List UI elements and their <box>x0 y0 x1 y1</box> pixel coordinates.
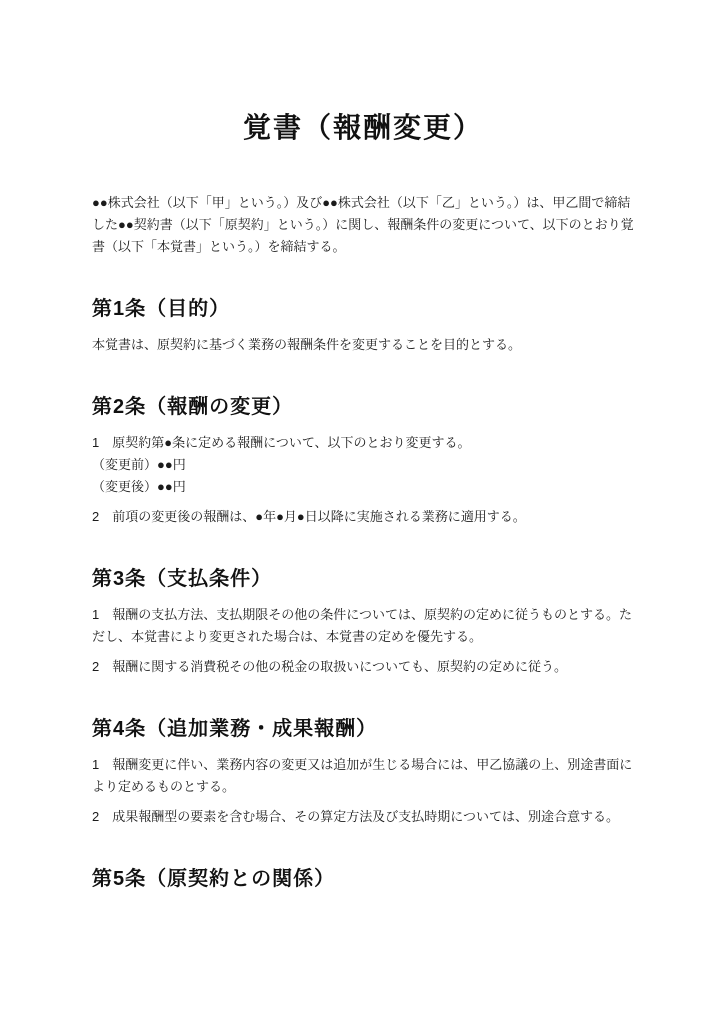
article-section <box>92 294 634 356</box>
paragraph-line: 1 報酬の支払方法、支払期限その他の条件については、原契約の定めに従うものとする。ただし、本覚書により変更された場合は、本覚書の定めを優先する。 <box>92 607 632 644</box>
article-paragraph <box>92 806 634 828</box>
paragraph-line: 2 成果報酬型の要素を含む場合、その算定方法及び支払時期については、別途合意する。 <box>92 809 619 824</box>
paragraph-line: 2 報酬に関する消費税その他の税金の取扱いについても、原契約の定めに従う。 <box>92 659 567 674</box>
paragraph-line: 本覚書は、原契約に基づく業務の報酬条件を変更することを目的とする。 <box>92 337 522 352</box>
article-paragraph <box>92 506 634 528</box>
article-section <box>92 714 634 828</box>
article-paragraph <box>92 656 634 678</box>
article-heading: 第4条（追加業務・成果報酬） <box>92 718 378 740</box>
article-paragraph <box>92 432 634 498</box>
sections-container <box>92 294 634 894</box>
article-heading: 第5条（原契約との関係） <box>92 868 336 890</box>
article-paragraph <box>92 604 634 648</box>
intro-paragraph: ●●株式会社（以下「甲」という。）及び●●株式会社（以下「乙」という。）は、甲乙間で締結した●●契約書（以下「原契約」という。）に関し、報酬条件の変更について、以下のとおり覚書（以下「本覚書」という。）を締結する。 <box>92 195 634 254</box>
article-section <box>92 392 634 528</box>
paragraph-line: 2 前項の変更後の報酬は、●年●月●日以降に実施される業務に適用する。 <box>92 509 526 524</box>
paragraph-line: 1 原契約第●条に定める報酬について、以下のとおり変更する。 <box>92 435 471 450</box>
article-heading: 第3条（支払条件） <box>92 568 273 590</box>
article-section <box>92 564 634 678</box>
paragraph-line: （変更前）●●円 <box>92 457 186 472</box>
document-title: 覚書（報酬変更） <box>242 112 483 143</box>
paragraph-line: （変更後）●●円 <box>92 479 186 494</box>
article-heading: 第2条（報酬の変更） <box>92 396 294 418</box>
article-section <box>92 864 634 894</box>
paragraph-line: 1 報酬変更に伴い、業務内容の変更又は追加が生じる場合には、甲乙協議の上、別途書面により定めるものとする。 <box>92 757 633 794</box>
article-heading: 第1条（目的） <box>92 298 231 320</box>
article-paragraph <box>92 334 634 356</box>
article-paragraph <box>92 754 634 798</box>
